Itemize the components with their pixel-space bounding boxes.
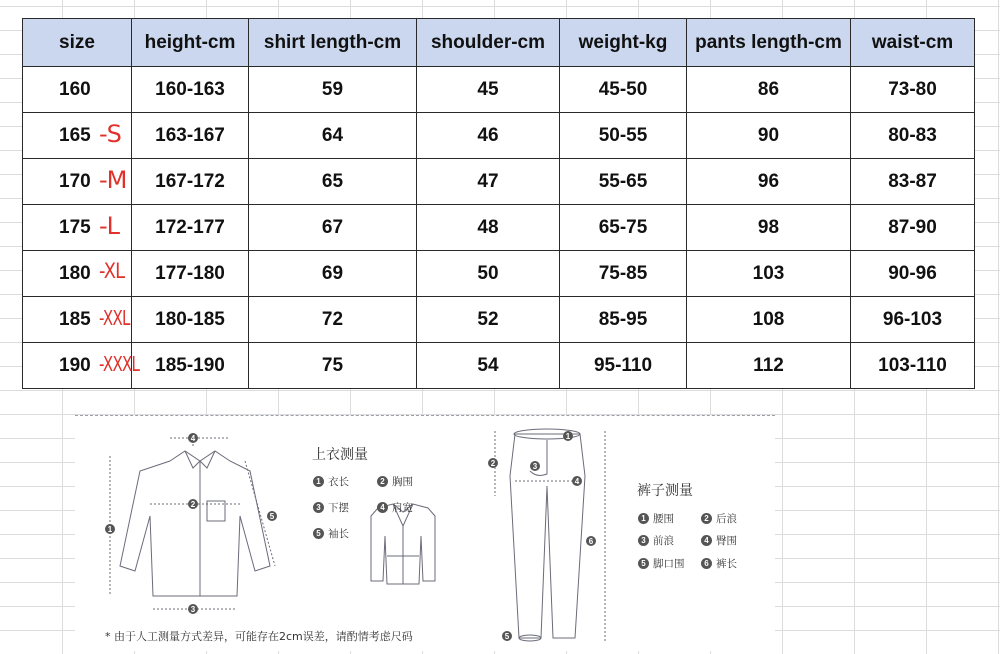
shirt-drawing	[120, 436, 270, 596]
shirt-length-cell: 67	[249, 205, 417, 251]
weight-cell: 65-75	[560, 205, 687, 251]
svg-text:1: 1	[107, 525, 113, 534]
pants-measure-title: 裤子测量	[637, 483, 693, 499]
size-value: 175	[59, 216, 91, 238]
svg-text:2: 2	[190, 500, 196, 509]
size-letter-tag: -S	[99, 120, 121, 148]
size-letter-tag: -M	[99, 166, 127, 194]
shirt-measure-title: 上衣测量	[312, 447, 368, 463]
pants-measure-item: 5 脚口围	[638, 556, 685, 571]
size-cell	[23, 159, 132, 205]
height-cell: 180-185	[132, 297, 249, 343]
height-cell: 177-180	[132, 251, 249, 297]
shirt-measure-item: 2 胸围	[377, 474, 413, 489]
size-cell	[23, 113, 132, 159]
table-row	[23, 343, 975, 389]
shoulder-cell: 54	[417, 343, 560, 389]
svg-text:5: 5	[269, 512, 275, 521]
weight-cell: 95-110	[560, 343, 687, 389]
shoulder-cell: 50	[417, 251, 560, 297]
pants-measure-item: 6 裤长	[701, 556, 737, 571]
shoulder-cell: 46	[417, 113, 560, 159]
size-value: 165	[59, 124, 91, 146]
table-header-row	[23, 19, 975, 67]
size-value: 180	[59, 262, 91, 284]
shirt-length-cell: 75	[249, 343, 417, 389]
weight-cell: 55-65	[560, 159, 687, 205]
height-cell: 160-163	[132, 67, 249, 113]
table-row	[23, 251, 975, 297]
waist-cell: 87-90	[851, 205, 975, 251]
shirt-length-cell: 69	[249, 251, 417, 297]
shirt-measure-item: 3 下摆	[313, 500, 349, 515]
svg-text:1: 1	[565, 432, 571, 441]
table-row	[23, 113, 975, 159]
header-height: height-cm	[132, 19, 249, 67]
pants-measure-item: 2 后浪	[701, 511, 737, 526]
pants-length-cell: 112	[687, 343, 851, 389]
waist-cell: 80-83	[851, 113, 975, 159]
jacket-drawing	[371, 504, 435, 584]
pants-length-cell: 96	[687, 159, 851, 205]
shirt-measure-item: 4 肩宽	[377, 500, 413, 515]
measurement-guide	[75, 415, 775, 651]
svg-text:6: 6	[588, 537, 594, 546]
pants-length-cell: 98	[687, 205, 851, 251]
pants-drawing	[510, 429, 585, 641]
shirt-length-cell: 59	[249, 67, 417, 113]
header-pants-length: pants length-cm	[687, 19, 851, 67]
measurement-error-note: * 由于人工测量方式差异，可能存在2cm误差，请酌情考虑尺码	[105, 630, 413, 643]
height-cell: 163-167	[132, 113, 249, 159]
shirt-measure-item: 1 衣长	[313, 474, 349, 489]
size-value: 185	[59, 308, 91, 330]
waist-cell: 103-110	[851, 343, 975, 389]
height-cell: 172-177	[132, 205, 249, 251]
height-cell: 185-190	[132, 343, 249, 389]
table-row	[23, 67, 975, 113]
size-cell	[23, 343, 140, 389]
waist-cell: 83-87	[851, 159, 975, 205]
pants-length-cell: 103	[687, 251, 851, 297]
shoulder-cell: 52	[417, 297, 560, 343]
pants-length-cell: 108	[687, 297, 851, 343]
shoulder-cell: 45	[417, 67, 560, 113]
weight-cell: 45-50	[560, 67, 687, 113]
svg-text:3: 3	[532, 462, 538, 471]
header-size: size	[23, 19, 132, 67]
svg-text:5: 5	[504, 632, 510, 641]
size-value: 190	[59, 354, 91, 376]
weight-cell: 85-95	[560, 297, 687, 343]
size-value: 160	[59, 78, 91, 100]
svg-text:3: 3	[190, 605, 196, 614]
waist-cell: 73-80	[851, 67, 975, 113]
header-shirt-length: shirt length-cm	[249, 19, 417, 67]
size-value: 170	[59, 170, 91, 192]
size-chart-table	[22, 18, 975, 389]
size-letter-tag: -XXL	[99, 306, 130, 330]
svg-text:4: 4	[190, 434, 196, 443]
size-cell	[23, 205, 132, 251]
shirt-length-cell: 72	[249, 297, 417, 343]
header-weight: weight-kg	[560, 19, 687, 67]
size-cell	[23, 67, 132, 113]
header-shoulder: shoulder-cm	[417, 19, 560, 67]
size-letter-tag: -L	[99, 212, 120, 240]
waist-cell: 90-96	[851, 251, 975, 297]
size-letter-tag: -XL	[99, 259, 125, 283]
shirt-length-cell: 65	[249, 159, 417, 205]
pants-measure-item: 1 腰围	[638, 511, 674, 526]
shirt-measure-item: 5 袖长	[313, 526, 349, 541]
size-letter-tag: -XXXL	[99, 352, 140, 376]
shoulder-cell: 48	[417, 205, 560, 251]
pants-length-cell: 90	[687, 113, 851, 159]
size-cell	[23, 297, 132, 343]
svg-text:2: 2	[490, 459, 496, 468]
height-cell: 167-172	[132, 159, 249, 205]
waist-cell: 96-103	[851, 297, 975, 343]
weight-cell: 50-55	[560, 113, 687, 159]
table-row	[23, 159, 975, 205]
pants-measure-item: 4 臀围	[701, 533, 737, 548]
shirt-length-cell: 64	[249, 113, 417, 159]
table-row	[23, 297, 975, 343]
header-waist: waist-cm	[851, 19, 975, 67]
table-row	[23, 205, 975, 251]
pants-length-cell: 86	[687, 67, 851, 113]
size-cell	[23, 251, 132, 297]
svg-text:4: 4	[574, 477, 580, 486]
weight-cell: 75-85	[560, 251, 687, 297]
shoulder-cell: 47	[417, 159, 560, 205]
pants-measure-item: 3 前浪	[638, 533, 674, 548]
